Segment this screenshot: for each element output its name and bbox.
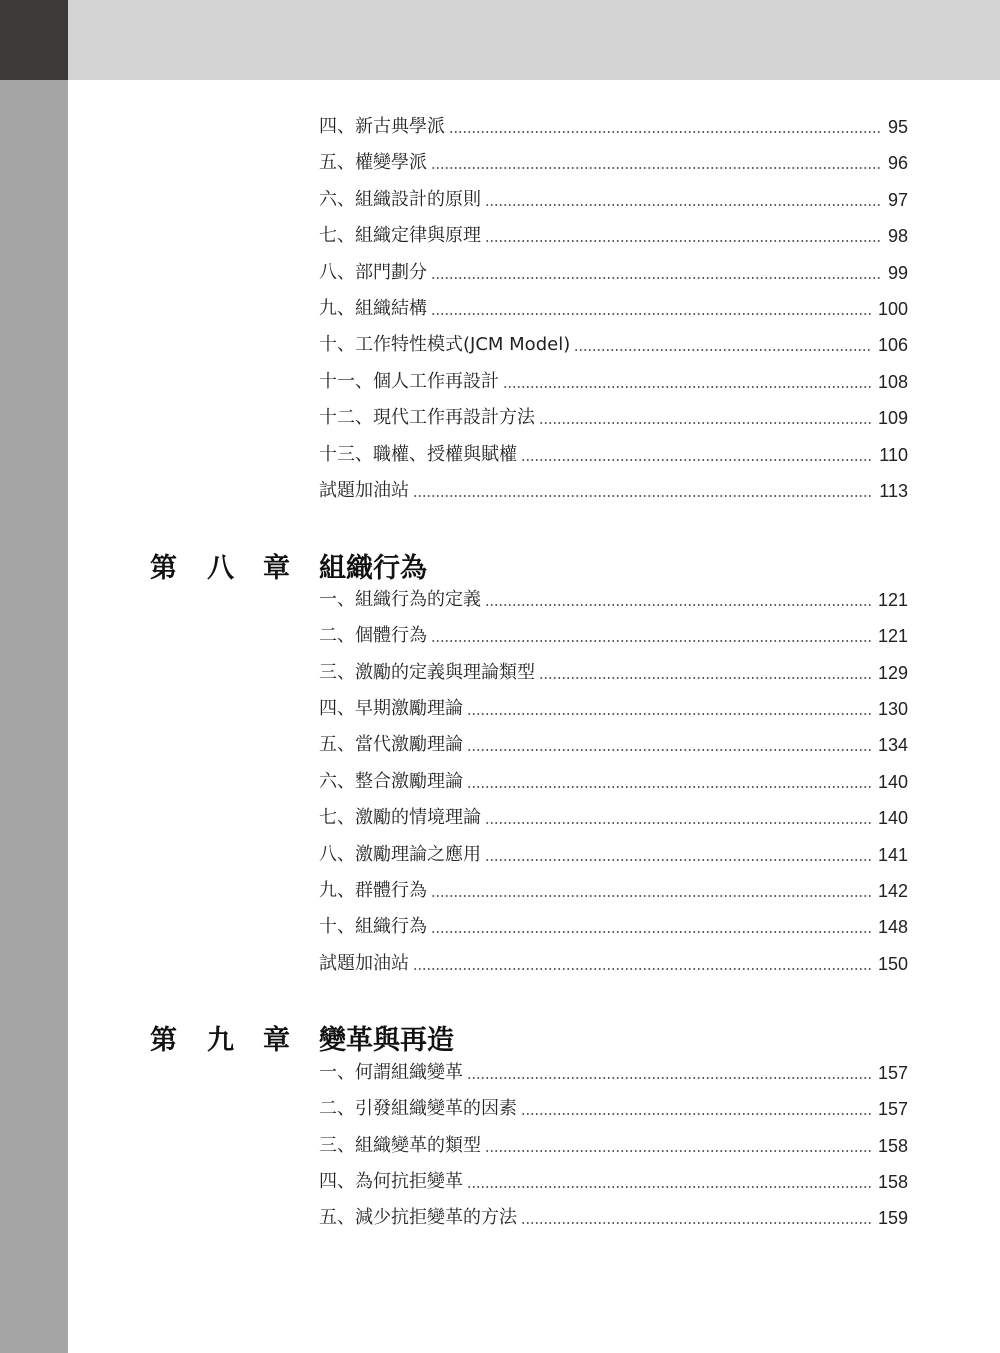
toc-entry-page: 129	[877, 663, 908, 683]
toc-entry-title: 三、組織變革的類型	[319, 1135, 481, 1156]
toc-entry[interactable]	[319, 436, 908, 466]
toc-entry[interactable]	[319, 690, 908, 720]
toc-entry[interactable]	[319, 254, 908, 284]
toc-entry-page: 148	[877, 917, 908, 937]
toc-entry-page: 158	[877, 1172, 908, 1192]
toc-entry[interactable]	[319, 363, 908, 393]
page-header-band	[0, 0, 1000, 80]
dot-leader	[539, 677, 872, 679]
dot-leader	[539, 422, 872, 424]
toc-entry-page: 99	[887, 263, 908, 283]
toc-entry[interactable]	[319, 836, 908, 866]
toc-entry[interactable]	[319, 399, 908, 429]
toc-entry-page: 110	[879, 445, 908, 465]
toc-entry-page: 140	[877, 772, 908, 792]
toc-entry-title: 三、激勵的定義與理論類型	[319, 662, 535, 683]
toc-entry-page: 95	[887, 117, 908, 137]
chapter-label-char: 第	[150, 553, 177, 584]
toc-entry-title: 二、引發組織變革的因素	[319, 1098, 517, 1119]
dot-leader	[413, 495, 873, 497]
dot-leader	[521, 1113, 872, 1115]
toc-entry-page: 121	[877, 590, 908, 610]
toc-entry-page: 100	[877, 299, 908, 319]
toc-entry-page: 130	[877, 699, 908, 719]
dot-leader	[431, 640, 872, 642]
toc-entry-title: 五、當代激勵理論	[319, 734, 463, 755]
toc-entry-page: 134	[877, 735, 908, 755]
corner-block	[0, 0, 68, 80]
toc-entry[interactable]	[319, 1090, 908, 1120]
toc-entry-page: 97	[887, 190, 908, 210]
toc-entry-title: 試題加油站	[319, 953, 409, 974]
chapter-label-char: 章	[263, 1025, 290, 1056]
toc-entry-title: 五、減少抗拒變革的方法	[319, 1207, 517, 1228]
toc-entry[interactable]	[319, 908, 908, 938]
dot-leader	[467, 1186, 872, 1188]
toc-entry-page: 106	[877, 335, 908, 355]
toc-entry-title: 四、為何抗拒變革	[319, 1171, 463, 1192]
toc-entry[interactable]	[319, 181, 908, 211]
dot-leader	[485, 1150, 872, 1152]
toc-entry[interactable]	[319, 799, 908, 829]
toc-entry-page: 96	[887, 153, 908, 173]
dot-leader	[431, 167, 882, 169]
toc-entry-page: 159	[877, 1208, 908, 1228]
toc-entry[interactable]	[319, 945, 908, 975]
toc-entry-page: 157	[877, 1099, 908, 1119]
dot-leader	[521, 1222, 872, 1224]
toc-entry-title: 八、激勵理論之應用	[319, 844, 481, 865]
toc-entry[interactable]	[319, 1054, 908, 1084]
dot-leader	[485, 859, 872, 861]
dot-leader	[485, 822, 872, 824]
chapter-number-char: 九	[207, 1025, 234, 1056]
toc-entry-title: 九、群體行為	[319, 880, 427, 901]
dot-leader	[467, 713, 872, 715]
toc-entry-title: 十一、個人工作再設計	[319, 371, 499, 392]
chapter-label-char: 章	[263, 553, 290, 584]
toc-entry-page: 108	[877, 372, 908, 392]
dot-leader	[449, 131, 882, 133]
toc-entry-title: 試題加油站	[319, 480, 409, 501]
toc-entry[interactable]	[319, 472, 908, 502]
dot-leader	[485, 204, 882, 206]
toc-entry-title: 十三、職權、授權與賦權	[319, 444, 517, 465]
toc-entry[interactable]	[319, 326, 908, 356]
dot-leader	[467, 786, 872, 788]
toc-entry-page: 157	[877, 1063, 908, 1083]
toc-entry[interactable]	[319, 108, 908, 138]
toc-entry-title: 七、組織定律與原理	[319, 225, 481, 246]
dot-leader	[485, 240, 882, 242]
dot-leader	[521, 459, 873, 461]
toc-entry[interactable]	[319, 617, 908, 647]
toc-entry-title: 七、激勵的情境理論	[319, 807, 481, 828]
dot-leader	[467, 1077, 872, 1079]
toc-entry-title: 八、部門劃分	[319, 262, 427, 283]
toc-entry-page: 142	[877, 881, 908, 901]
dot-leader	[431, 277, 882, 279]
toc-entry-page: 140	[877, 808, 908, 828]
toc-entry-page: 121	[877, 626, 908, 646]
toc-entry-title: 六、整合激勵理論	[319, 771, 463, 792]
toc-entry-title: 九、組織結構	[319, 298, 427, 319]
side-margin-band	[0, 80, 68, 1353]
toc-entry-title: 一、組織行為的定義	[319, 589, 481, 610]
dot-leader	[503, 386, 872, 388]
toc-entry[interactable]	[319, 1199, 908, 1229]
chapter-title: 變革與再造	[319, 1025, 454, 1056]
toc-entry-title: 六、組織設計的原則	[319, 189, 481, 210]
toc-entry-page: 158	[877, 1136, 908, 1156]
toc-entry-page: 98	[887, 226, 908, 246]
toc-entry[interactable]	[319, 1163, 908, 1193]
chapter-number-char: 八	[207, 553, 234, 584]
toc-entry[interactable]	[319, 144, 908, 174]
toc-entry[interactable]	[319, 872, 908, 902]
dot-leader	[431, 313, 872, 315]
toc-entry-title: 二、個體行為	[319, 625, 427, 646]
toc-entry-title: 一、何謂組織變革	[319, 1062, 463, 1083]
toc-entry-title: 五、權變學派	[319, 152, 427, 173]
chapter-heading[interactable]	[150, 1018, 490, 1056]
toc-entry-page: 141	[877, 845, 908, 865]
dot-leader	[431, 895, 872, 897]
toc-entry[interactable]	[319, 763, 908, 793]
toc-entry-page: 113	[879, 481, 908, 501]
chapter-label-char: 第	[150, 1025, 177, 1056]
chapter-heading[interactable]	[150, 546, 470, 584]
toc-entry-title: 十二、現代工作再設計方法	[319, 407, 535, 428]
toc-entry[interactable]	[319, 290, 908, 320]
toc-entry[interactable]	[319, 581, 908, 611]
toc-entry[interactable]	[319, 654, 908, 684]
toc-entry[interactable]	[319, 1127, 908, 1157]
dot-leader	[413, 968, 872, 970]
toc-entry-page: 150	[877, 954, 908, 974]
toc-entry-title: 十、組織行為	[319, 916, 427, 937]
toc-entry[interactable]	[319, 217, 908, 247]
dot-leader	[485, 604, 872, 606]
toc-entry-page: 109	[877, 408, 908, 428]
toc-entry-title: 十、工作特性模式(JCM Model)	[319, 334, 571, 355]
toc-entry[interactable]	[319, 726, 908, 756]
toc-entry-title: 四、新古典學派	[319, 116, 445, 137]
dot-leader	[574, 349, 872, 351]
dot-leader	[467, 749, 872, 751]
dot-leader	[431, 931, 872, 933]
chapter-title: 組織行為	[319, 553, 427, 584]
toc-entry-title: 四、早期激勵理論	[319, 698, 463, 719]
